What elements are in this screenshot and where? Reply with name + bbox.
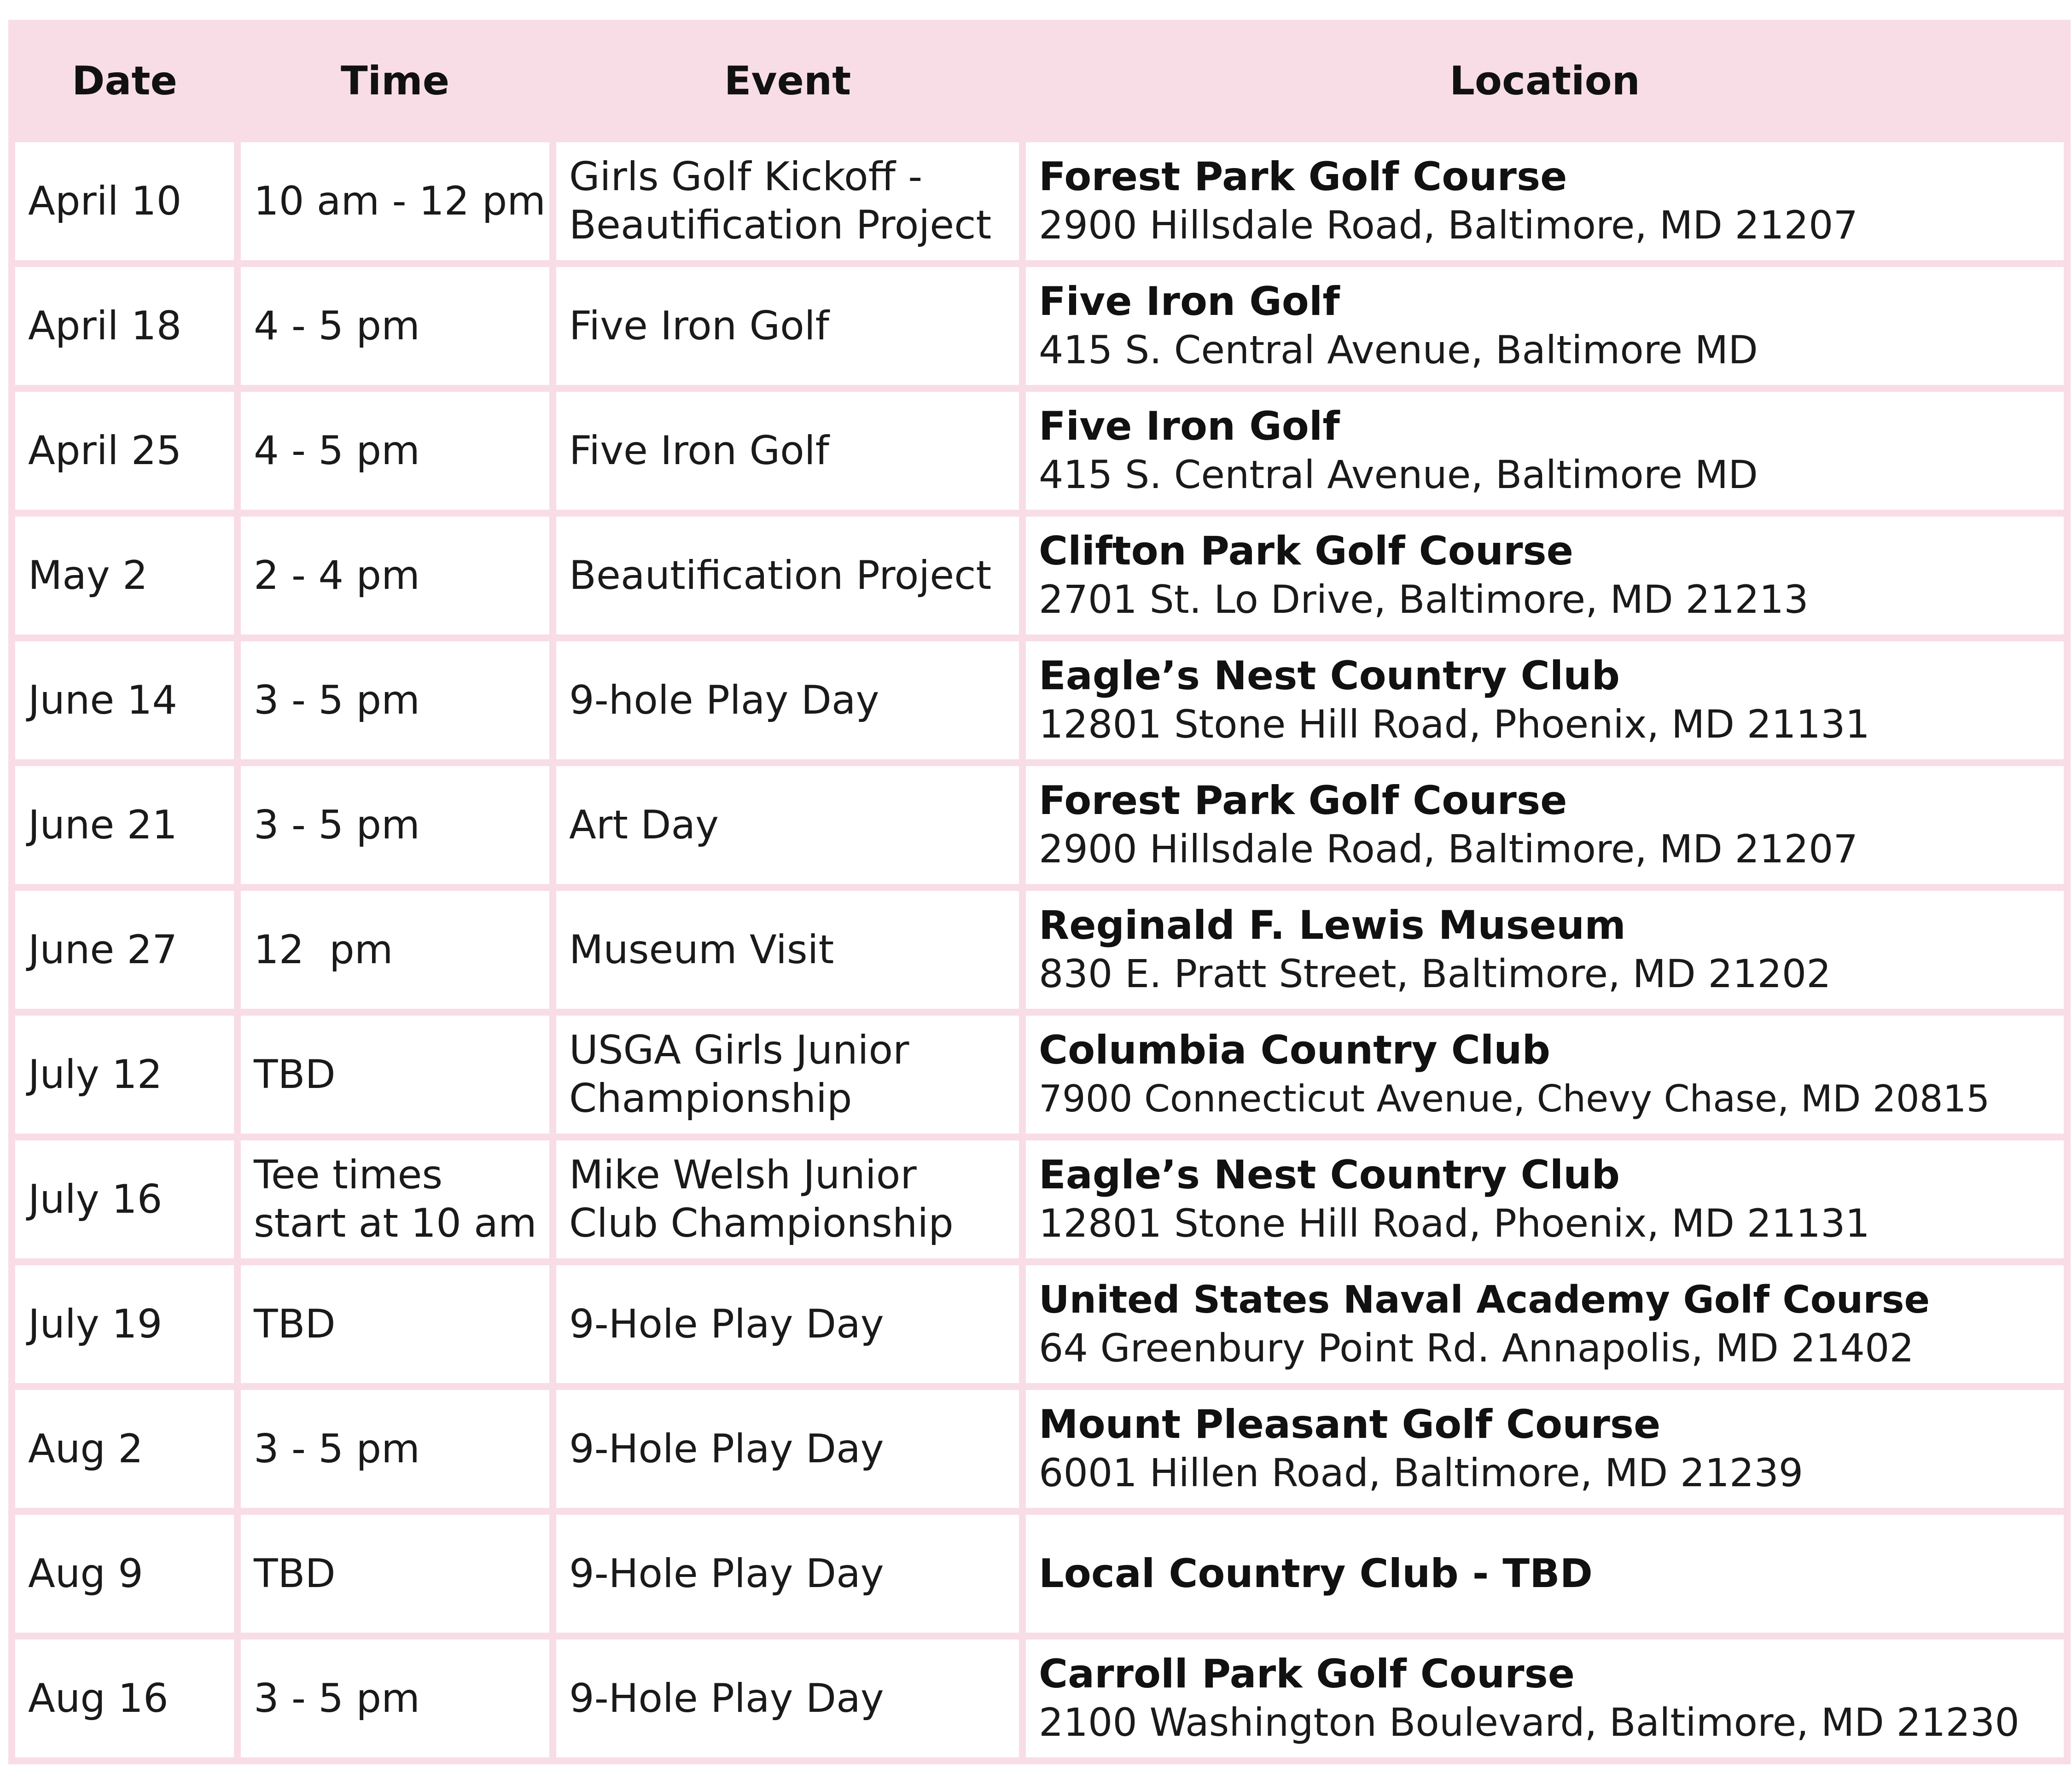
event-cell: Art Day <box>556 766 1019 884</box>
location-address: 2900 Hillsdale Road, Baltimore, MD 21207 <box>1039 826 1858 872</box>
location-address: 12801 Stone Hill Road, Phoenix, MD 21131 <box>1039 702 1870 747</box>
date-cell: July 19 <box>15 1265 234 1383</box>
event-cell: 9-hole Play Day <box>556 641 1019 759</box>
date-cell: April 25 <box>15 392 234 510</box>
location-cell <box>1026 641 2064 759</box>
event-cell: 9-Hole Play Day <box>556 1640 1019 1757</box>
event-cell: Beautification Project <box>556 517 1019 634</box>
location-address: 12801 Stone Hill Road, Phoenix, MD 21131 <box>1039 1201 1870 1246</box>
location-name: Eagle’s Nest Country Club <box>1039 1152 1620 1198</box>
location-name: Columbia Country Club <box>1039 1027 1551 1073</box>
date-cell: July 16 <box>15 1140 234 1258</box>
location-address: 6001 Hillen Road, Baltimore, MD 21239 <box>1039 1450 1804 1495</box>
table-row <box>15 267 2064 385</box>
table-row <box>15 891 2064 1009</box>
location-cell <box>1026 1390 2064 1508</box>
location-name: Carroll Park Golf Course <box>1039 1651 1575 1697</box>
time-cell: 12 pm <box>241 891 549 1009</box>
event-line2: Club Championship <box>569 1200 954 1246</box>
date-cell: April 18 <box>15 267 234 385</box>
location-address: 2100 Washington Boulevard, Baltimore, MD 21230 <box>1039 1700 2020 1745</box>
event-cell: Five Iron Golf <box>556 267 1019 385</box>
time-cell: TBD <box>241 1515 549 1633</box>
table-row <box>15 641 2064 759</box>
location-name: Mount Pleasant Golf Course <box>1039 1402 1661 1448</box>
location-cell <box>1026 1016 2064 1134</box>
location-name: United States Naval Academy Golf Course <box>1039 1278 1930 1322</box>
table-row <box>15 517 2064 634</box>
event-cell: Museum Visit <box>556 891 1019 1009</box>
event-cell: 9-Hole Play Day <box>556 1515 1019 1633</box>
table-row <box>15 1390 2064 1508</box>
location-address: 415 S. Central Avenue, Baltimore MD <box>1039 452 1758 497</box>
event-line1: Mike Welsh Junior <box>569 1152 917 1198</box>
header-time: Time <box>241 27 549 135</box>
location-address: 2900 Hillsdale Road, Baltimore, MD 21207 <box>1039 203 1858 248</box>
date-cell: July 12 <box>15 1016 234 1134</box>
date-cell: June 27 <box>15 891 234 1009</box>
event-cell <box>556 1016 1019 1134</box>
location-name: Forest Park Golf Course <box>1039 778 1567 824</box>
table-row <box>15 1265 2064 1383</box>
header-date: Date <box>15 27 234 135</box>
location-name: Reginald F. Lewis Museum <box>1039 902 1626 948</box>
date-cell: Aug 2 <box>15 1390 234 1508</box>
time-cell: 2 - 4 pm <box>241 517 549 634</box>
event-cell: 9-Hole Play Day <box>556 1265 1019 1383</box>
date-cell: June 14 <box>15 641 234 759</box>
location-cell <box>1026 267 2064 385</box>
location-cell <box>1026 891 2064 1009</box>
event-line1: USGA Girls Junior <box>569 1027 909 1073</box>
header-location: Location <box>1026 27 2064 135</box>
time-line1: Tee times <box>254 1152 443 1198</box>
header-row <box>15 27 2064 135</box>
time-cell: 4 - 5 pm <box>241 392 549 510</box>
location-address: 64 Greenbury Point Rd. Annapolis, MD 21402 <box>1039 1326 1914 1371</box>
location-cell <box>1026 1515 2064 1633</box>
header-event: Event <box>556 27 1019 135</box>
event-cell <box>556 142 1019 260</box>
location-cell <box>1026 517 2064 634</box>
table-row <box>15 1016 2064 1134</box>
time-cell: 3 - 5 pm <box>241 1640 549 1757</box>
event-cell: Five Iron Golf <box>556 392 1019 510</box>
location-address: 415 S. Central Avenue, Baltimore MD <box>1039 327 1758 372</box>
table-row <box>15 1140 2064 1258</box>
event-line1: Girls Golf Kickoff - <box>569 154 923 200</box>
location-name: Eagle’s Nest Country Club <box>1039 653 1620 699</box>
table-row <box>15 1515 2064 1633</box>
time-cell: 3 - 5 pm <box>241 766 549 884</box>
date-cell: Aug 16 <box>15 1640 234 1757</box>
date-cell: June 21 <box>15 766 234 884</box>
location-cell <box>1026 142 2064 260</box>
event-line2: Championship <box>569 1076 852 1122</box>
table-row <box>15 142 2064 260</box>
location-address: 830 E. Pratt Street, Baltimore, MD 21202 <box>1039 951 1831 996</box>
event-line2: Beautification Project <box>569 202 992 248</box>
location-name: Local Country Club - TBD <box>1039 1550 1593 1597</box>
table-row <box>15 766 2064 884</box>
location-cell <box>1026 1640 2064 1757</box>
location-cell <box>1026 392 2064 510</box>
date-cell: Aug 9 <box>15 1515 234 1633</box>
table-row <box>15 392 2064 510</box>
location-address: 2701 St. Lo Drive, Baltimore, MD 21213 <box>1039 577 1809 622</box>
time-cell: TBD <box>241 1265 549 1383</box>
location-name: Clifton Park Golf Course <box>1039 528 1573 574</box>
time-cell: 3 - 5 pm <box>241 1390 549 1508</box>
location-name: Five Iron Golf <box>1039 403 1340 449</box>
date-cell: April 10 <box>15 142 234 260</box>
location-cell <box>1026 1265 2064 1383</box>
time-line2: start at 10 am <box>254 1200 537 1246</box>
time-cell <box>241 1140 549 1258</box>
schedule-table <box>8 20 2071 1764</box>
location-cell <box>1026 766 2064 884</box>
time-cell: 10 am - 12 pm <box>241 142 549 260</box>
location-name: Forest Park Golf Course <box>1039 154 1567 200</box>
event-cell: 9-Hole Play Day <box>556 1390 1019 1508</box>
location-address: 7900 Connecticut Avenue, Chevy Chase, MD 20815 <box>1039 1077 1990 1120</box>
location-cell <box>1026 1140 2064 1258</box>
time-cell: 4 - 5 pm <box>241 267 549 385</box>
date-cell: May 2 <box>15 517 234 634</box>
time-cell: 3 - 5 pm <box>241 641 549 759</box>
table-row <box>15 1640 2064 1757</box>
location-name: Five Iron Golf <box>1039 279 1340 325</box>
time-cell: TBD <box>241 1016 549 1134</box>
event-cell <box>556 1140 1019 1258</box>
